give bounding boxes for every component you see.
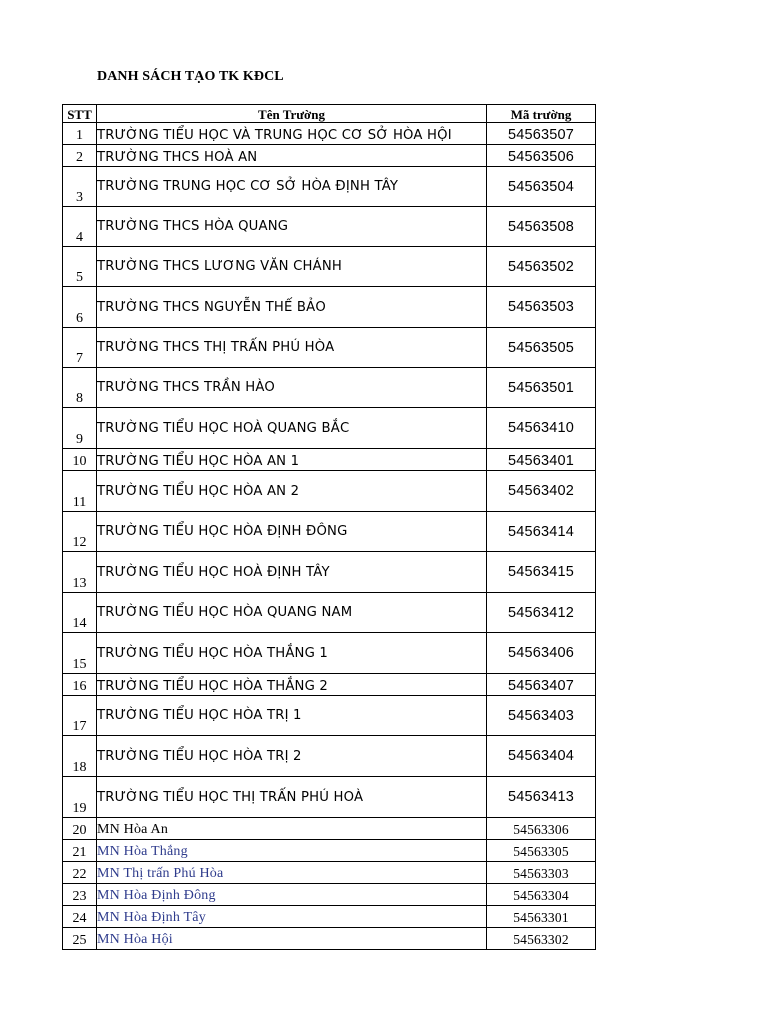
table-row — [63, 593, 596, 633]
table-row — [63, 512, 596, 552]
row-school-code: 54563504 — [487, 167, 596, 207]
row-school-code: 54563412 — [487, 593, 596, 633]
row-school-name: TRƯỜNG THCS TRẦN HÀO — [97, 368, 487, 408]
row-school-name: TRƯỜNG THCS NGUYỄN THẾ BẢO — [97, 287, 487, 328]
row-stt: 18 — [63, 736, 97, 777]
row-school-code: 54563501 — [487, 368, 596, 408]
table-row — [63, 449, 596, 471]
row-stt: 13 — [63, 552, 97, 593]
table-row — [63, 287, 596, 328]
row-stt: 19 — [63, 777, 97, 818]
row-stt: 1 — [63, 123, 97, 145]
row-stt: 5 — [63, 247, 97, 287]
row-school-code: 54563304 — [487, 884, 596, 906]
row-stt: 23 — [63, 884, 97, 906]
table-row — [63, 840, 596, 862]
row-school-name: MN Hòa Thắng — [97, 840, 487, 862]
table-row — [63, 884, 596, 906]
row-school-code: 54563503 — [487, 287, 596, 328]
header-stt: STT — [63, 105, 97, 123]
row-school-code: 54563506 — [487, 145, 596, 167]
header-school-name: Tên Trường — [97, 105, 487, 123]
table-row — [63, 167, 596, 207]
row-stt: 2 — [63, 145, 97, 167]
table-row — [63, 471, 596, 512]
row-school-name: TRƯỜNG TIỂU HỌC HÒA TRỊ 1 — [97, 696, 487, 736]
row-stt: 15 — [63, 633, 97, 674]
row-school-name: TRƯỜNG TIỂU HỌC HÒA QUANG NAM — [97, 593, 487, 633]
row-school-name: MN Hòa Định Tây — [97, 906, 487, 928]
document-title: DANH SÁCH TẠO TK KĐCL — [97, 69, 284, 84]
row-stt: 17 — [63, 696, 97, 736]
row-school-name: TRƯỜNG TIỂU HỌC HÒA AN 2 — [97, 471, 487, 512]
row-school-code: 54563401 — [487, 449, 596, 471]
row-school-code: 54563410 — [487, 408, 596, 449]
row-school-code: 54563407 — [487, 674, 596, 696]
row-school-name: TRƯỜNG THCS THỊ TRẤN PHÚ HÒA — [97, 328, 487, 368]
row-school-code: 54563302 — [487, 928, 596, 950]
school-table — [62, 104, 596, 950]
table-row — [63, 247, 596, 287]
row-stt: 14 — [63, 593, 97, 633]
row-school-code: 54563505 — [487, 328, 596, 368]
row-stt: 24 — [63, 906, 97, 928]
row-stt: 22 — [63, 862, 97, 884]
table-row — [63, 408, 596, 449]
row-stt: 11 — [63, 471, 97, 512]
row-school-code: 54563413 — [487, 777, 596, 818]
table-row — [63, 928, 596, 950]
row-school-code: 54563402 — [487, 471, 596, 512]
header-school-code: Mã trường — [487, 105, 596, 123]
row-stt: 20 — [63, 818, 97, 840]
row-school-name: TRƯỜNG THCS LƯƠNG VĂN CHÁNH — [97, 247, 487, 287]
row-stt: 12 — [63, 512, 97, 552]
table-row — [63, 906, 596, 928]
row-school-name: TRƯỜNG TRUNG HỌC CƠ SỞ HÒA ĐỊNH TÂY — [97, 167, 487, 207]
table-body — [63, 123, 596, 950]
row-school-name: TRƯỜNG THCS HOÀ AN — [97, 145, 487, 167]
row-school-name: TRƯỜNG TIỂU HỌC HÒA THẮNG 2 — [97, 674, 487, 696]
table-row — [63, 696, 596, 736]
row-school-code: 54563306 — [487, 818, 596, 840]
row-stt: 9 — [63, 408, 97, 449]
row-school-name: TRƯỜNG TIỂU HỌC HÒA TRỊ 2 — [97, 736, 487, 777]
table-row — [63, 368, 596, 408]
row-school-code: 54563508 — [487, 207, 596, 247]
row-stt: 10 — [63, 449, 97, 471]
row-school-code: 54563404 — [487, 736, 596, 777]
row-school-code: 54563403 — [487, 696, 596, 736]
table-row — [63, 207, 596, 247]
row-stt: 6 — [63, 287, 97, 328]
row-school-name: TRƯỜNG THCS HÒA QUANG — [97, 207, 487, 247]
table-header-row — [63, 105, 596, 123]
row-stt: 16 — [63, 674, 97, 696]
table-row — [63, 633, 596, 674]
table-row — [63, 736, 596, 777]
row-stt: 7 — [63, 328, 97, 368]
table-row — [63, 145, 596, 167]
row-school-name: TRƯỜNG TIỂU HỌC HÒA AN 1 — [97, 449, 487, 471]
row-school-code: 54563303 — [487, 862, 596, 884]
row-stt: 25 — [63, 928, 97, 950]
row-school-code: 54563414 — [487, 512, 596, 552]
row-school-code: 54563415 — [487, 552, 596, 593]
row-school-code: 54563507 — [487, 123, 596, 145]
row-school-name: MN Hòa An — [97, 818, 487, 840]
row-school-name: TRƯỜNG TIỂU HỌC HOÀ ĐỊNH TÂY — [97, 552, 487, 593]
row-school-name: TRƯỜNG TIỂU HỌC THỊ TRẤN PHÚ HOÀ — [97, 777, 487, 818]
row-school-code: 54563305 — [487, 840, 596, 862]
table-row — [63, 818, 596, 840]
table-row — [63, 777, 596, 818]
table-row — [63, 862, 596, 884]
table-row — [63, 123, 596, 145]
table-row — [63, 552, 596, 593]
row-school-name: MN Hòa Hội — [97, 928, 487, 950]
row-school-name: MN Thị trấn Phú Hòa — [97, 862, 487, 884]
row-school-name: TRƯỜNG TIỂU HỌC HÒA ĐỊNH ĐÔNG — [97, 512, 487, 552]
row-stt: 4 — [63, 207, 97, 247]
row-stt: 3 — [63, 167, 97, 207]
row-stt: 8 — [63, 368, 97, 408]
table-row — [63, 328, 596, 368]
row-school-code: 54563502 — [487, 247, 596, 287]
row-school-name: MN Hòa Định Đông — [97, 884, 487, 906]
row-school-code: 54563406 — [487, 633, 596, 674]
table-row — [63, 674, 596, 696]
row-school-code: 54563301 — [487, 906, 596, 928]
row-school-name: TRƯỜNG TIỂU HỌC HOÀ QUANG BẮC — [97, 408, 487, 449]
row-stt: 21 — [63, 840, 97, 862]
row-school-name: TRƯỜNG TIỂU HỌC HÒA THẮNG 1 — [97, 633, 487, 674]
row-school-name: TRƯỜNG TIỂU HỌC VÀ TRUNG HỌC CƠ SỞ HÒA HỘI — [97, 123, 487, 145]
